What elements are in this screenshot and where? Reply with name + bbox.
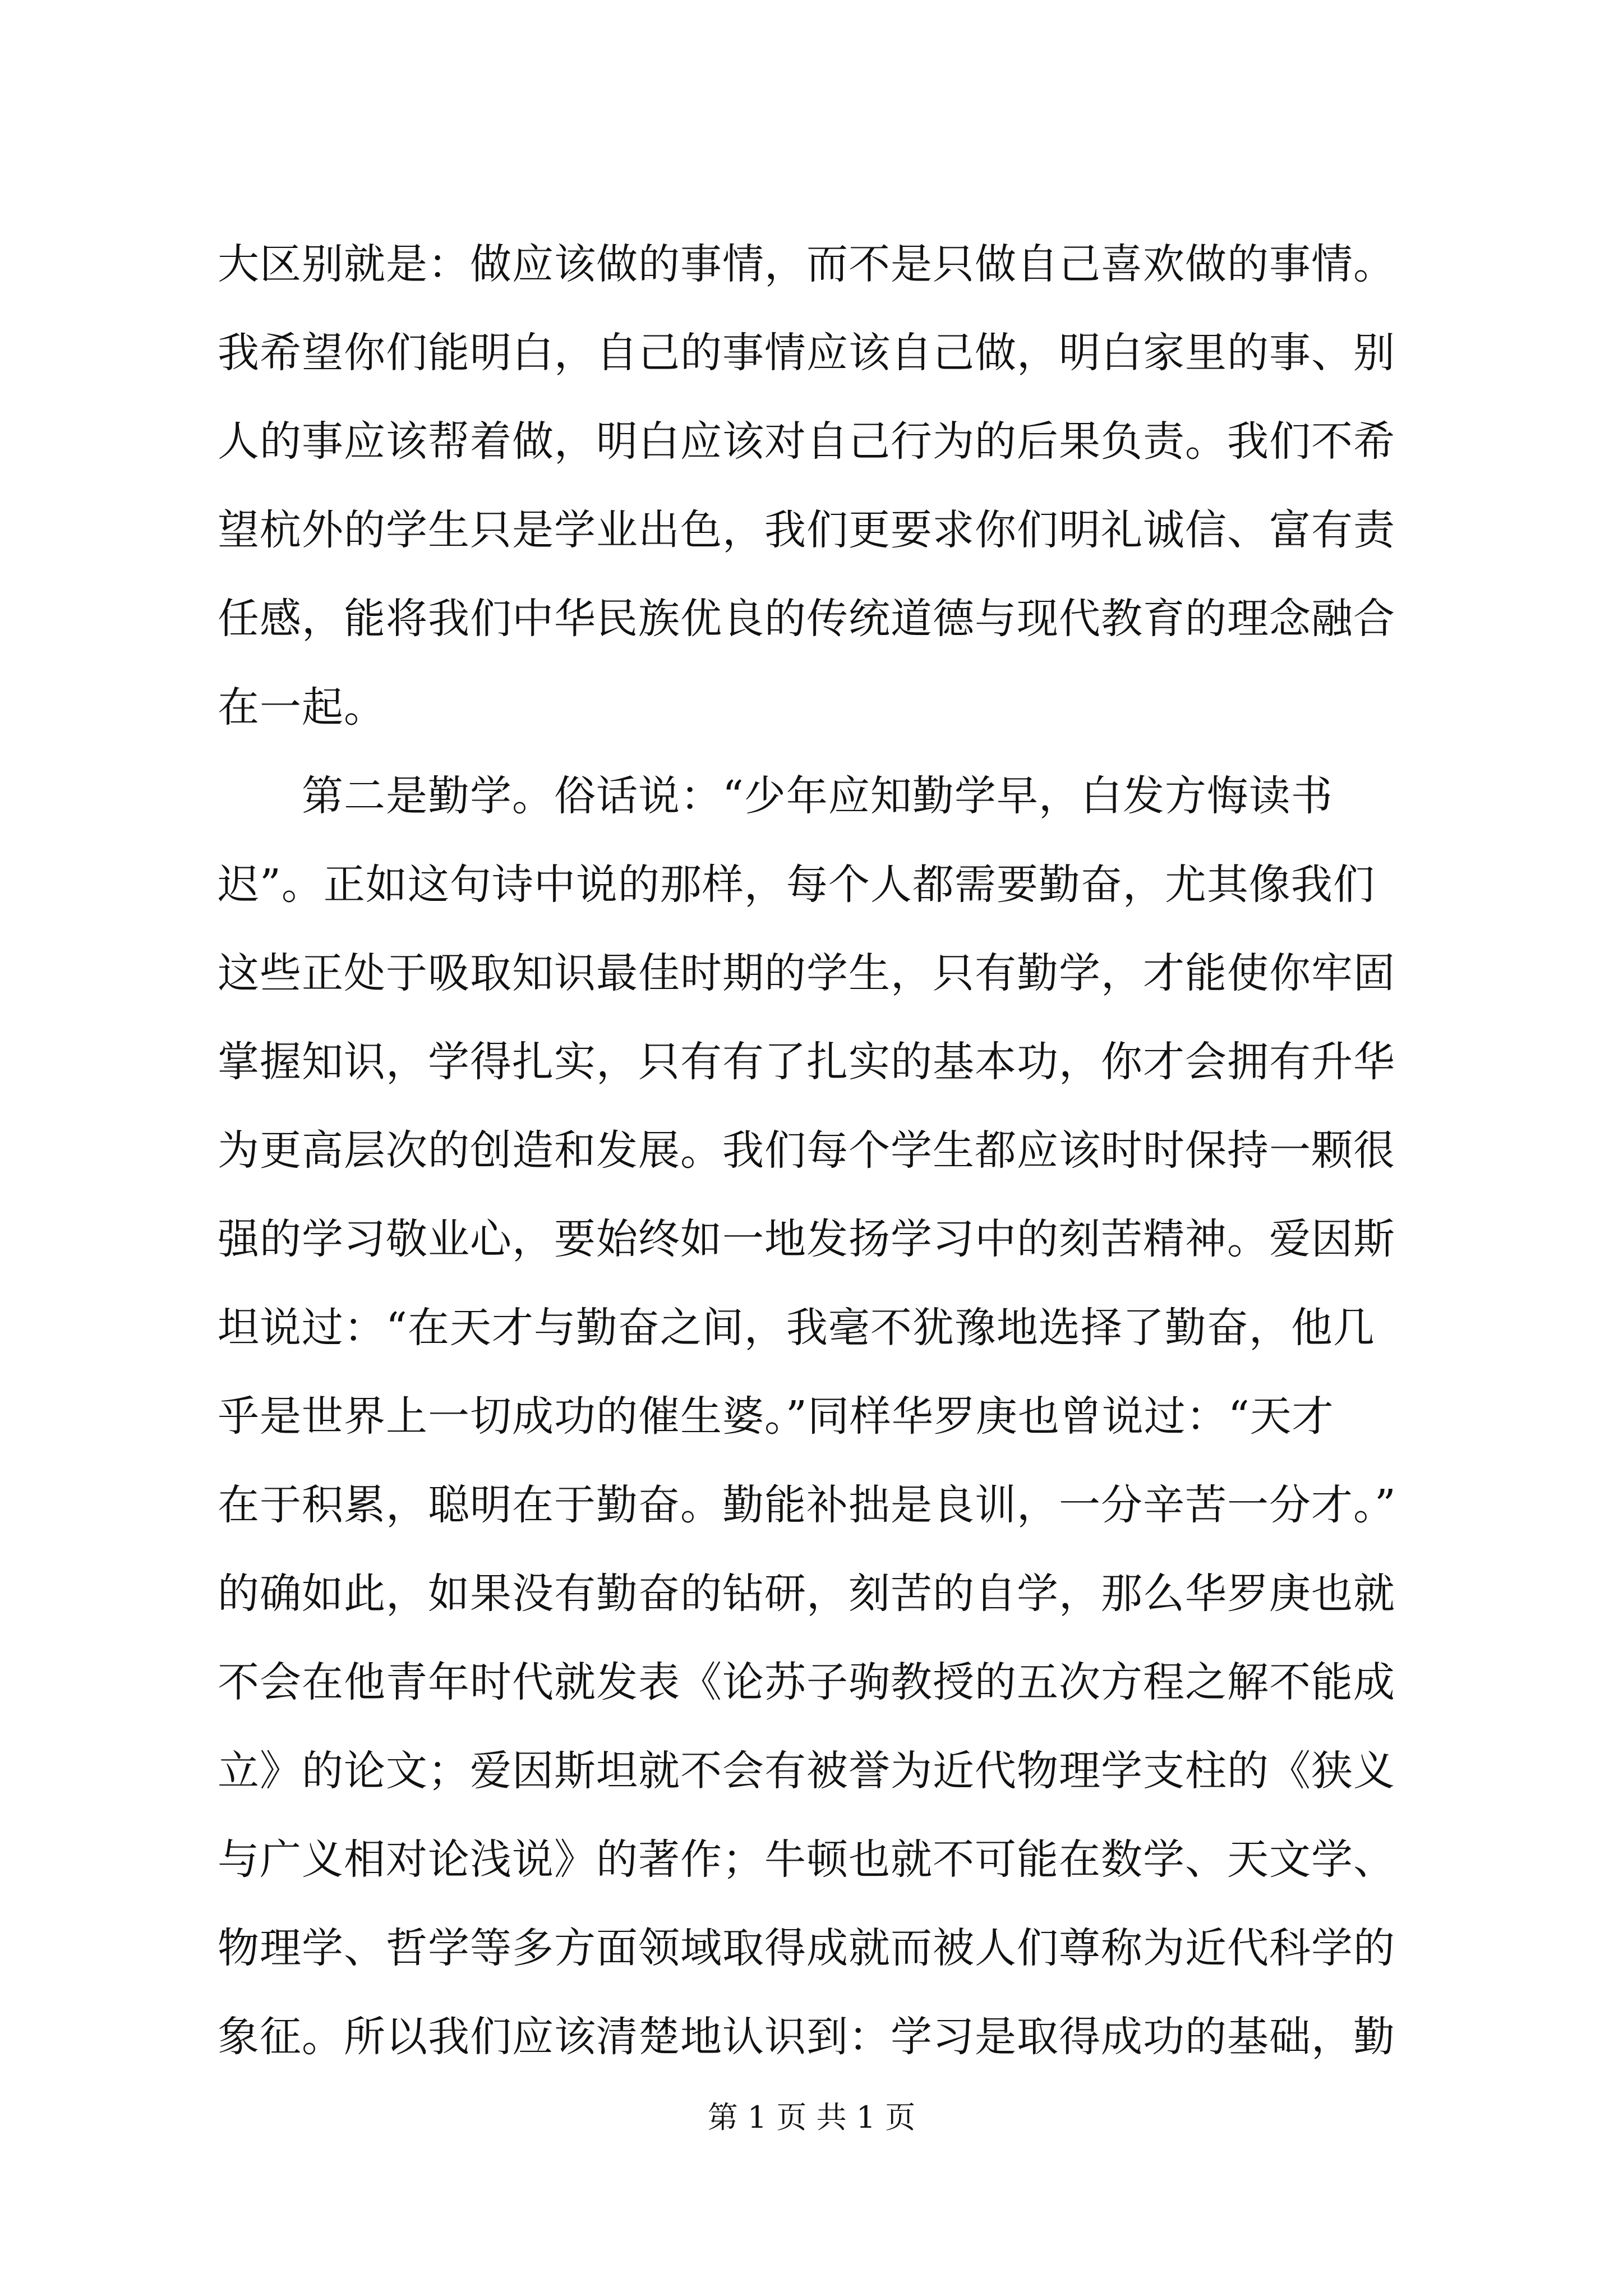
text-line: 我希望你们能明白，自己的事情应该自己做，明白家里的事、别 — [218, 329, 1395, 377]
text-line: 这些正处于吸取知识最佳时期的学生，只有勤学，才能使你牢固 — [218, 949, 1395, 997]
text-line: 乎是世界上一切成功的催生婆。”同样华罗庚也曾说过：“天才 — [218, 1392, 1334, 1441]
text-line: 掌握知识，学得扎实，只有有了扎实的基本功，你才会拥有升华 — [218, 1038, 1395, 1086]
text-line: 坦说过：“在天才与勤奋之间，我毫不犹豫地选择了勤奋，他几 — [218, 1304, 1375, 1352]
text-line: 人的事应该帮着做，明白应该对自己行为的后果负责。我们不希 — [218, 417, 1395, 466]
text-line: 任感，能将我们中华民族优良的传统道德与现代教育的理念融合 — [218, 595, 1395, 643]
text-line: 第二是勤学。俗话说：“少年应知勤学早，白发方悔读书 — [218, 772, 1333, 820]
text-line: 与广义相对论浅说》的著作；牛顿也就不可能在数学、天文学、 — [218, 1835, 1395, 1884]
text-line: 大区别就是：做应该做的事情，而不是只做自己喜欢做的事情。 — [218, 240, 1395, 288]
text-line: 象征。所以我们应该清楚地认识到：学习是取得成功的基础，勤 — [218, 2013, 1395, 2061]
text-line: 在于积累，聪明在于勤奋。勤能补拙是良训，一分辛苦一分才。” — [218, 1481, 1396, 1529]
text-line: 强的学习敬业心，要始终如一地发扬学习中的刻苦精神。爱因斯 — [218, 1215, 1395, 1263]
text-line: 在一起。 — [218, 683, 386, 731]
text-line: 迟”。正如这句诗中说的那样，每个人都需要勤奋，尤其像我们 — [218, 861, 1375, 909]
text-line: 的确如此，如果没有勤奋的钻研，刻苦的自学，那么华罗庚也就 — [218, 1570, 1395, 1618]
text-line: 不会在他青年时代就发表《论苏子驹教授的五次方程之解不能成 — [218, 1658, 1395, 1706]
text-line: 立》的论文；爱因斯坦就不会有被誉为近代物理学支柱的《狭义 — [218, 1747, 1395, 1795]
body-text — [218, 220, 1412, 2081]
text-line: 为更高层次的创造和发展。我们每个学生都应该时时保持一颗很 — [218, 1126, 1395, 1175]
text-line: 物理学、哲学等多方面领域取得成就而被人们尊称为近代科学的 — [218, 1924, 1395, 1972]
text-line: 望杭外的学生只是学业出色，我们更要求你们明礼诚信、富有责 — [218, 506, 1395, 554]
page-footer: 第 1 页 共 1 页 — [707, 2100, 916, 2135]
